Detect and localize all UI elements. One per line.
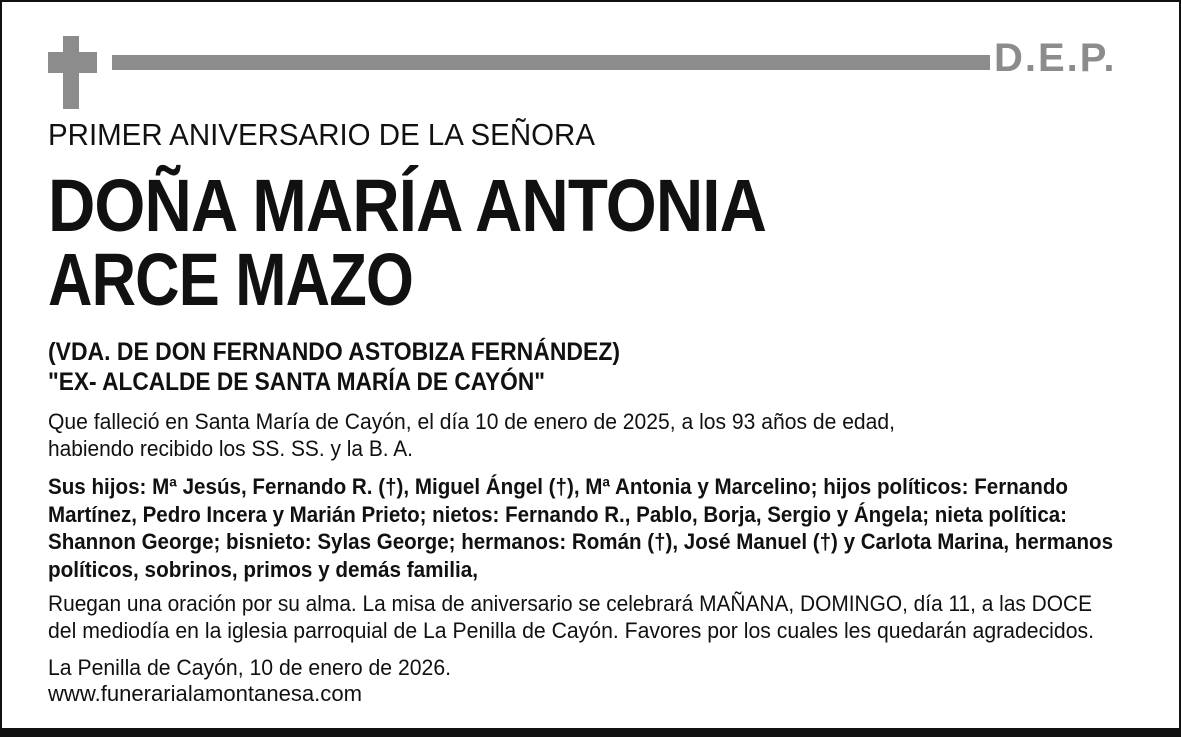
request-line: Ruegan una oración por su alma. La misa de aniversario se celebrará MAÑANA, DOMINGO, día 11, a las DOCE (48, 591, 1092, 616)
anniversary-title: PRIMER ANIVERSARIO DE LA SEÑORA (48, 117, 595, 152)
header-rule (112, 55, 990, 70)
dep-label: D.E.P. (994, 36, 1117, 80)
family-line: políticos, sobrinos, primos y demás familia, (48, 557, 478, 582)
website-link[interactable]: www.funerarialamontanesa.com (48, 681, 363, 706)
family-line: Sus hijos: Mª Jesús, Fernando R. (†), Miguel Ángel (†), Mª Antonia y Marcelino; hijos políticos: Fernando (48, 474, 1068, 499)
death-info-line: Que falleció en Santa María de Cayón, el día 10 de enero de 2025, a los 93 años de edad, (48, 409, 895, 434)
family-line: Martínez, Pedro Incera y Marián Prieto; nietos: Fernando R., Pablo, Borja, Sergio y Ángela; nieta política: (48, 502, 1067, 527)
place-date: La Penilla de Cayón, 10 de enero de 2026. (48, 655, 451, 680)
deceased-name-line-2: ARCE MAZO (48, 238, 413, 321)
family-line: Shannon George; bisnieto: Sylas George; hermanos: Román (†), José Manuel (†) y Carlota Marina, hermanos (48, 529, 1113, 554)
bottom-bar (0, 728, 1181, 737)
former-title: "EX- ALCALDE DE SANTA MARÍA DE CAYÓN" (48, 368, 545, 396)
request-line: del mediodía en la iglesia parroquial de La Penilla de Cayón. Favores por los cuales les quedarán agradecidos. (48, 618, 1094, 643)
widow-of: (VDA. DE DON FERNANDO ASTOBIZA FERNÁNDEZ) (48, 338, 620, 366)
deceased-name-line-1: DOÑA MARÍA ANTONIA (48, 164, 766, 247)
death-info-line: habiendo recibido los SS. SS. y la B. A. (48, 436, 413, 461)
